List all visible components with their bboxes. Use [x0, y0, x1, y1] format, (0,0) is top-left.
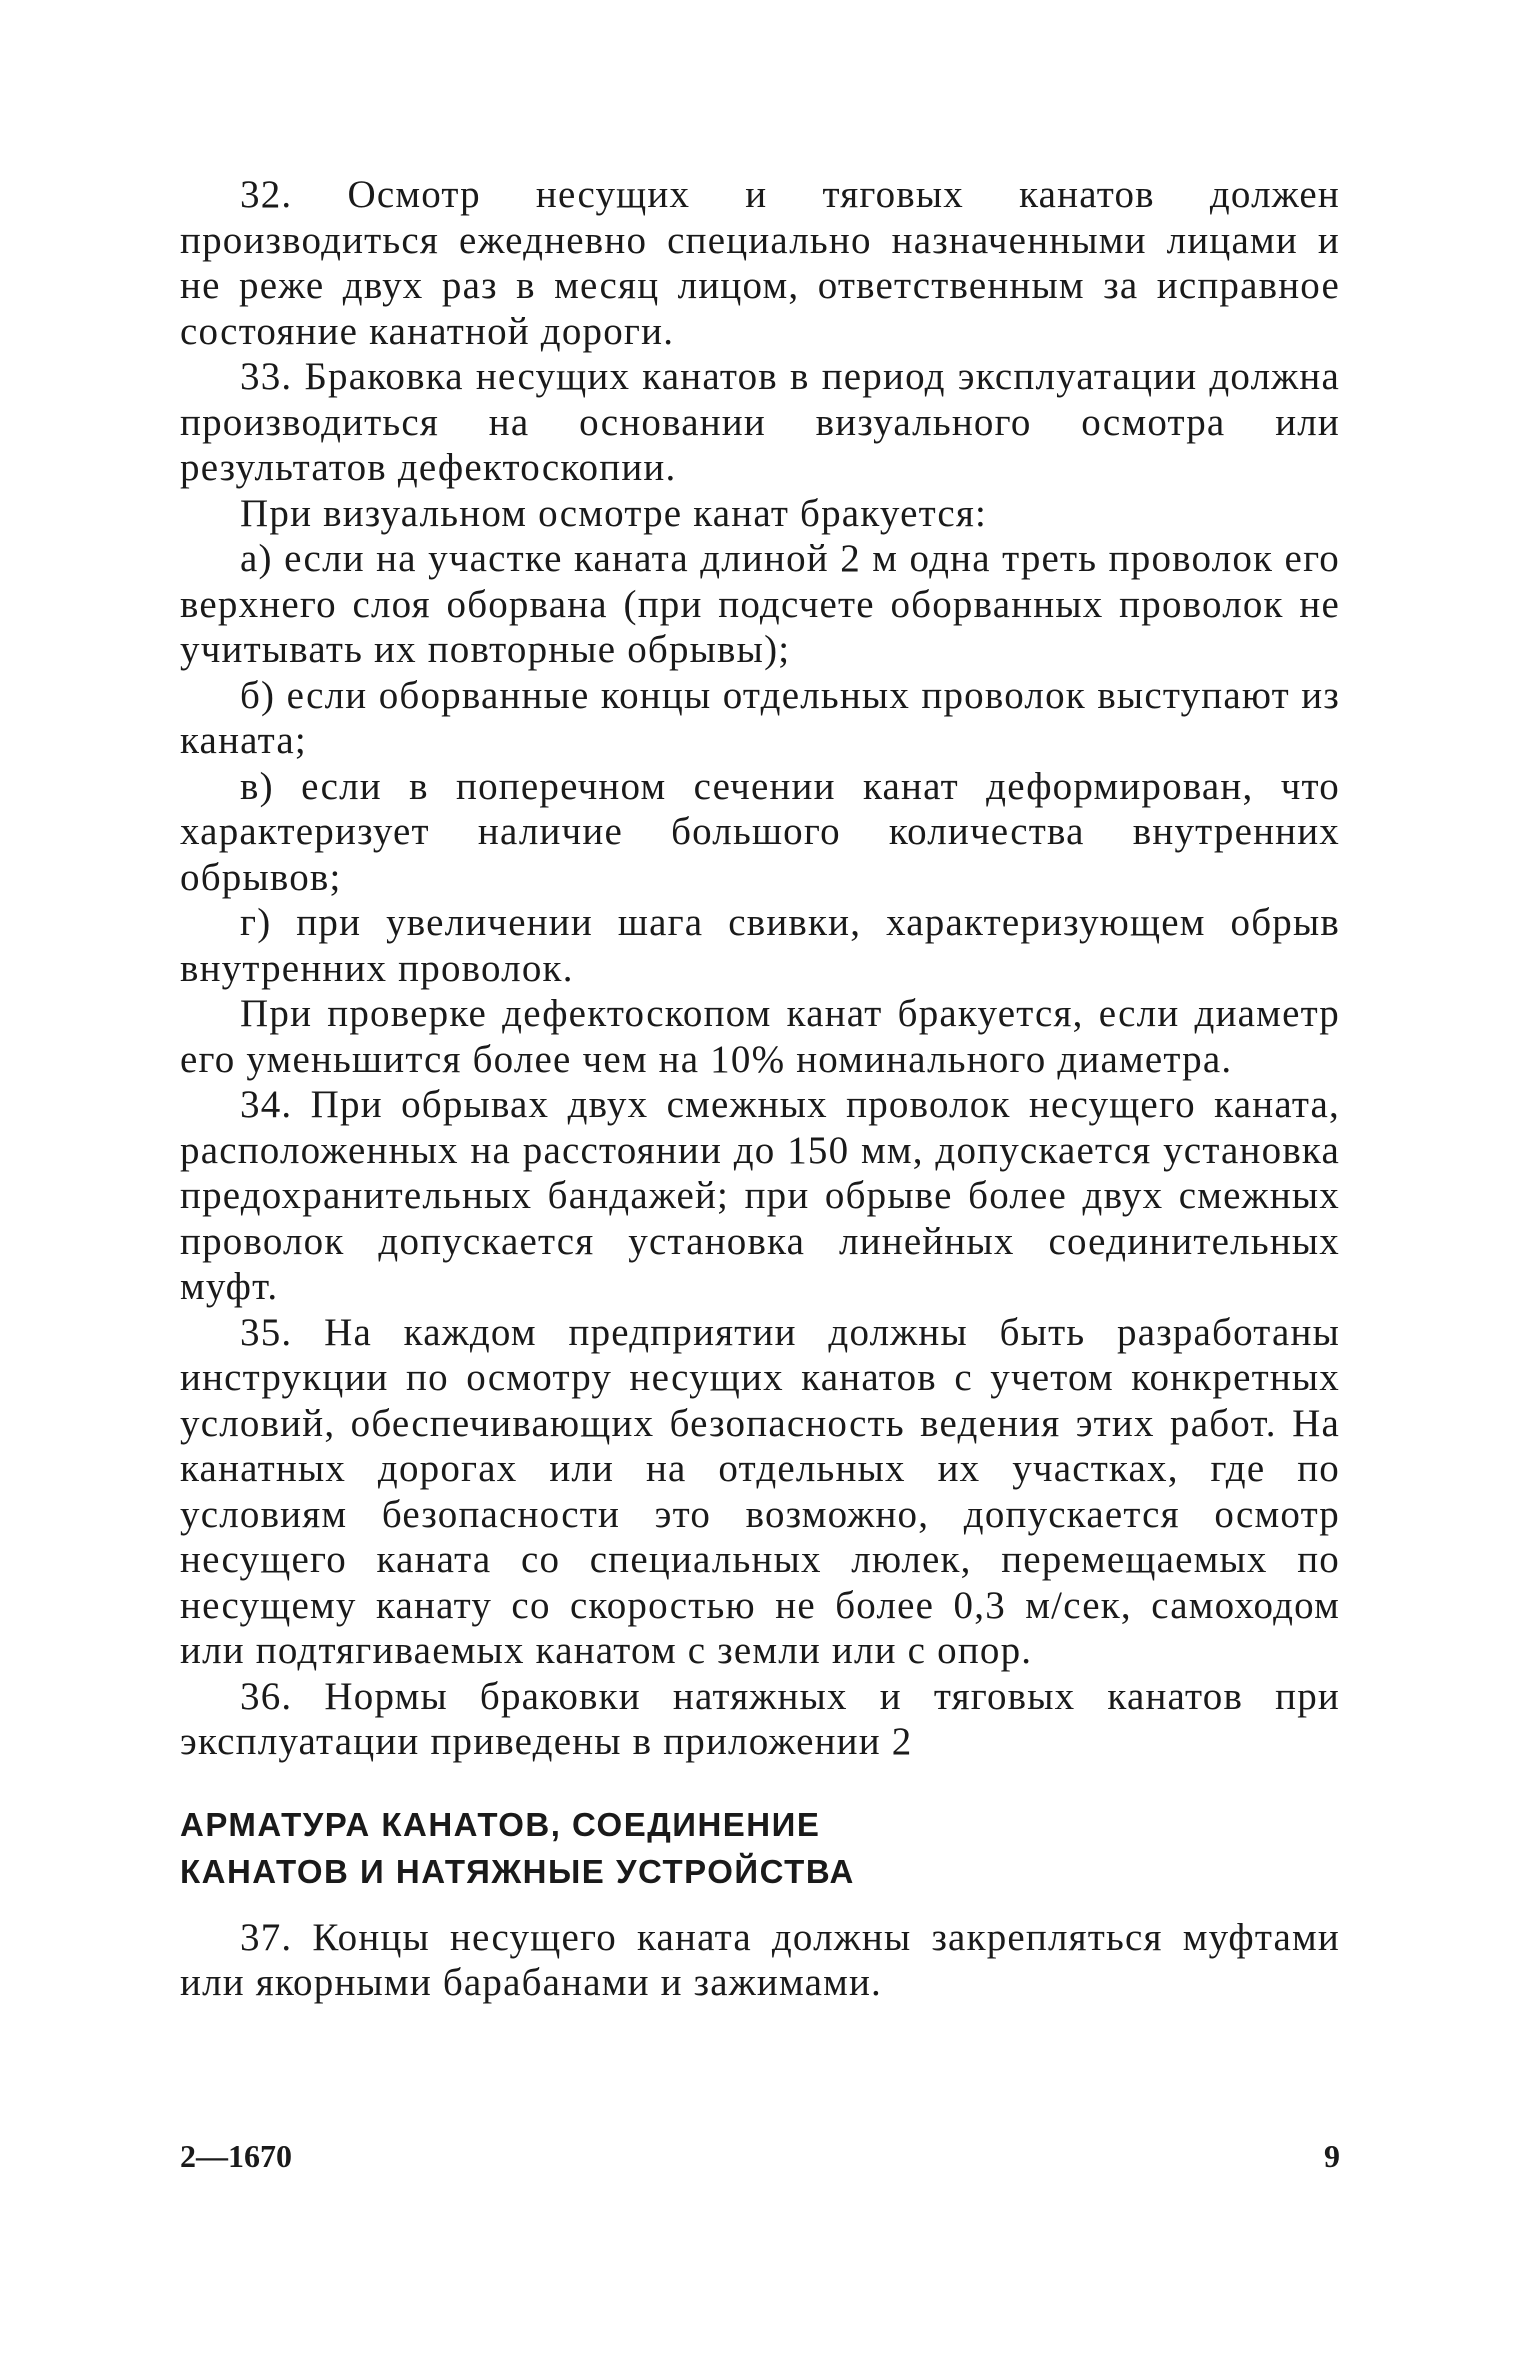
- paragraph-35: 35. На каждом предприятии должны быть разработаны инструкции по осмотру несущих канатов с учетом конкретных условий, обеспечивающих безопасность ведения этих работ. На канатных дорогах или на отдельных их участках, где по условиям безопасности это возможно, допускается осмотр несущего каната со специальных люлек, перемещаемых по несущему канату со скоростью не более 0,3 м/сек, самоходом или подтягиваемых канатом с земли или с опор.: [180, 1310, 1340, 1672]
- page-number: 9: [1324, 2138, 1340, 2174]
- paragraph-36: 36. Нормы браковки натяжных и тяговых канатов при эксплуатации приведены в приложении 2: [180, 1674, 1340, 1763]
- paragraph-34: 34. При обрывах двух смежных проволок несущего каната, расположенных на расстоянии до 150 мм, допускается установка предохранительных бандажей; при обрыве более двух смежных проволок допускается установка линейных соединительных муфт.: [180, 1083, 1340, 1308]
- paragraph-item-a: а) если на участке каната длиной 2 м одна треть проволок его верхнего слоя оборвана (при подсчете оборванных проволок не учитывать их повторные обрывы);: [180, 537, 1340, 671]
- paragraph-item-b: б) если оборванные концы отдельных проволок выступают из каната;: [180, 673, 1340, 762]
- paragraph-37: 37. Концы несущего каната должны закрепляться муфтами или якорными барабанами и зажимами.: [180, 1915, 1340, 2004]
- signature-mark: 2—1670: [180, 2138, 292, 2174]
- paragraph-33: 33. Браковка несущих канатов в период эксплуатации должна производиться на основании визуального осмотра или результатов дефектоскопии.: [180, 355, 1340, 489]
- page-footer: [180, 2138, 1340, 2175]
- section-heading-line-1: АРМАТУРА КАНАТОВ, СОЕДИНЕНИЕ: [180, 1805, 821, 1843]
- paragraph-visual-inspection-intro: При визуальном осмотре канат бракуется:: [240, 491, 988, 535]
- paragraph-item-v: в) если в поперечном сечении канат деформирован, что характеризует наличие большого количества внутренних обрывов;: [180, 764, 1340, 899]
- paragraph-32: 32. Осмотр несущих и тяговых канатов должен производиться ежедневно специально назначенными лицами и не реже двух раз в месяц лицом, ответственным за исправное состояние канатной дороги.: [180, 173, 1340, 353]
- paragraph-defectoscope: При проверке дефектоскопом канат бракуется, если диаметр его уменьшится более чем на 10% номинального диаметра.: [180, 992, 1340, 1081]
- paragraph-item-g: г) при увеличении шага свивки, характеризующем обрыв внутренних проволок.: [180, 901, 1340, 990]
- section-heading: [180, 1801, 1340, 1895]
- section-heading-line-2: КАНАТОВ И НАТЯЖНЫЕ УСТРОЙСТВА: [180, 1852, 855, 1890]
- page-body: [180, 172, 1340, 2006]
